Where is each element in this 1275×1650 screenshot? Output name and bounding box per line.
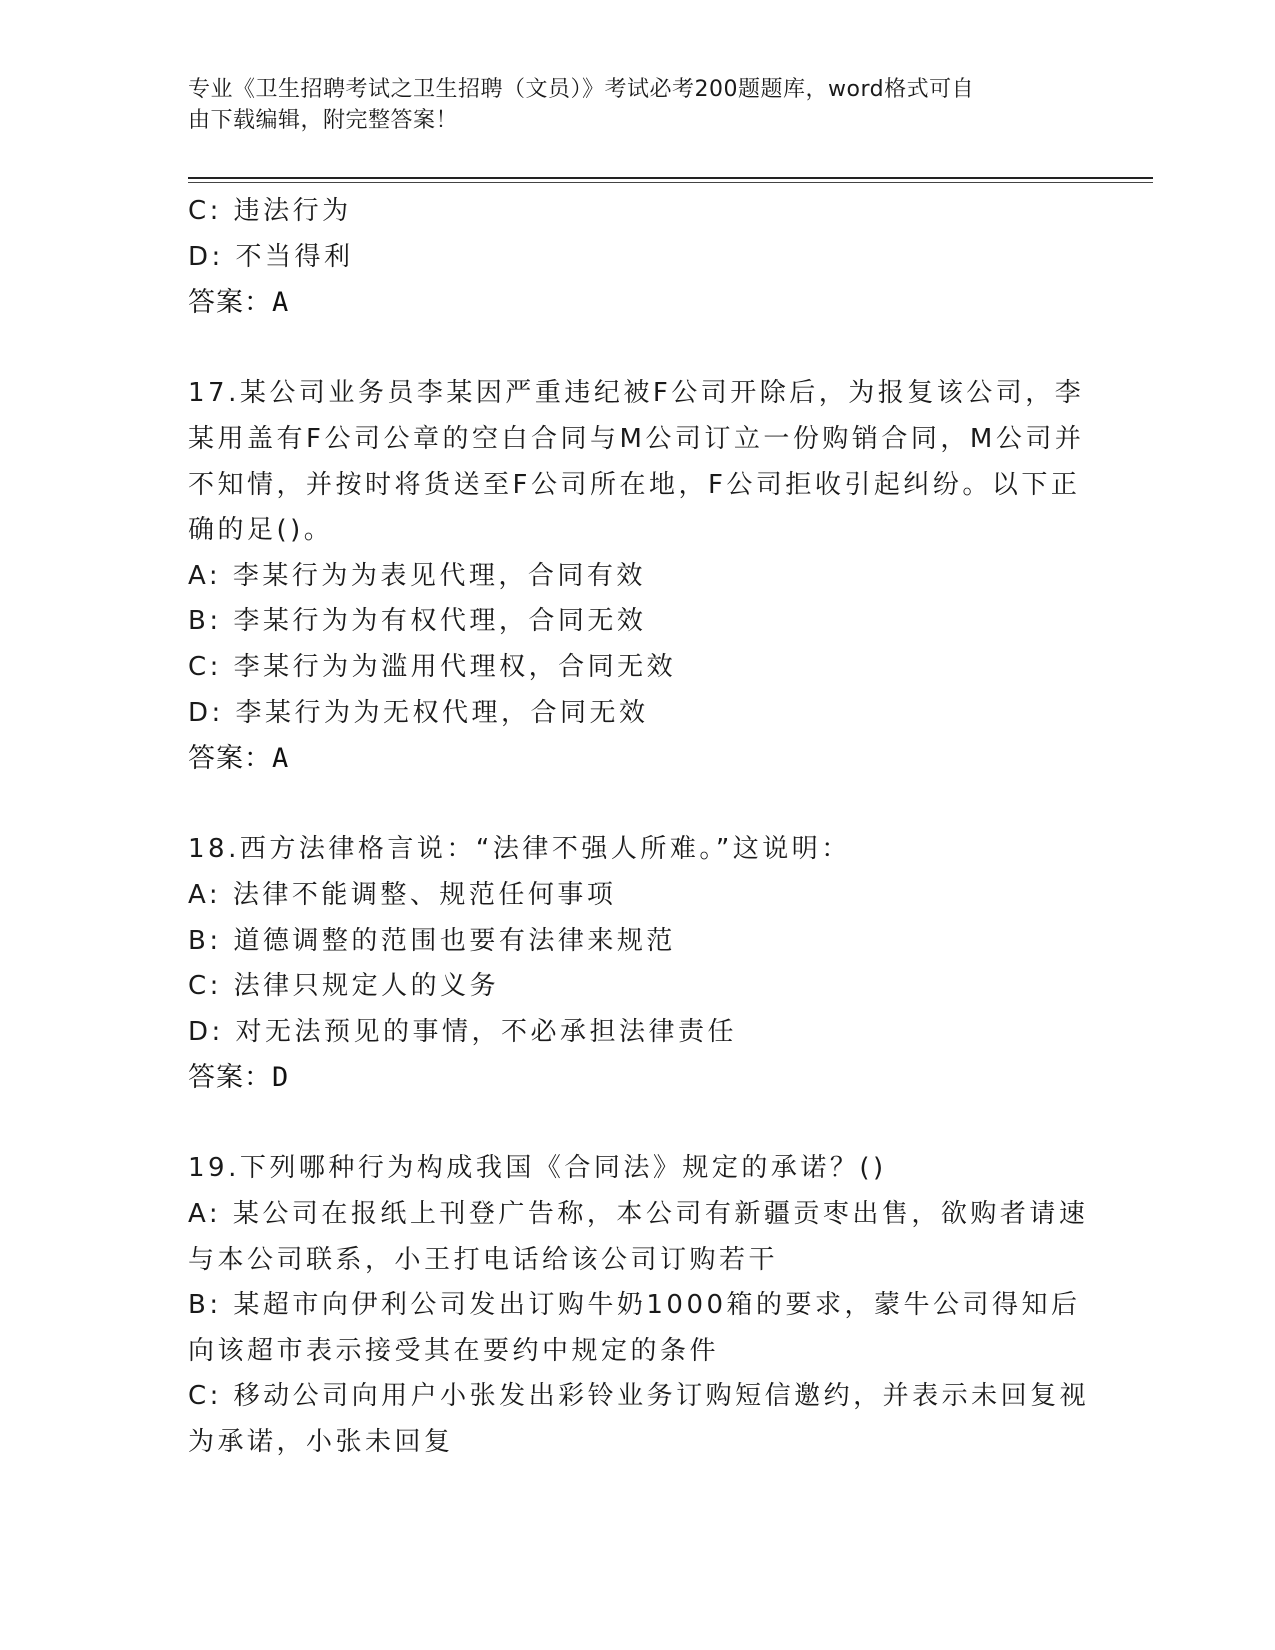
question-16-tail — [188, 189, 1088, 326]
question-stem-line: 19.下列哪种行为构成我国《合同法》规定的承诺？() — [188, 1153, 887, 1184]
header-divider-thin — [188, 182, 1153, 183]
header-line-2: 由下载编辑，附完整答案！ — [188, 108, 459, 133]
option-b: B: 某超市向伊利公司发出订购牛奶1000箱的要求，蒙牛公司得知后 — [188, 1290, 1081, 1321]
spacer — [188, 1101, 1088, 1147]
header-divider-thick — [188, 177, 1153, 179]
question-stem-line: 不知情，并按时将货送至F公司所在地，F公司拒收引起纠纷。以下正 — [188, 469, 1081, 500]
document-body — [188, 189, 1088, 1466]
answer-value: D — [272, 1062, 290, 1094]
question-19 — [188, 1146, 1088, 1465]
question-stem-line: 确的足()。 — [188, 515, 334, 546]
option-c: C: 违法行为 — [188, 196, 352, 226]
document-header — [188, 74, 1068, 136]
answer-value: A — [272, 287, 290, 319]
spacer — [188, 782, 1088, 828]
option-c: C: 李某行为为滥用代理权，合同无效 — [188, 651, 677, 682]
answer-line — [188, 280, 1088, 326]
option-b: B: 李某行为为有权代理，合同无效 — [188, 606, 647, 637]
answer-line — [188, 736, 1088, 782]
option-b: B: 道德调整的范围也要有法律来规范 — [188, 925, 676, 956]
option-b-continued: 向该超市表示接受其在要约中规定的条件 — [188, 1335, 720, 1366]
question-stem-line: 某用盖有F公司公章的空白合同与M公司订立一份购销合同，M公司并 — [188, 423, 1085, 454]
option-a: A: 法律不能调整、规范任何事项 — [188, 879, 617, 910]
header-line-1: 专业《卫生招聘考试之卫生招聘（文员）》考试必考200题题库，word格式可自 — [188, 77, 975, 102]
answer-line — [188, 1055, 1088, 1101]
answer-label: 答案： — [188, 743, 272, 775]
option-c: C: 移动公司向用户小张发出彩铃业务订购短信邀约，并表示未回复视 — [188, 1381, 1090, 1412]
answer-value: A — [272, 743, 290, 775]
answer-label: 答案： — [188, 287, 272, 319]
question-stem-line: 17.某公司业务员李某因严重违纪被F公司开除后，为报复该公司，李 — [188, 378, 1085, 409]
option-d: D: 不当得利 — [188, 241, 354, 272]
spacer — [188, 326, 1088, 372]
option-c: C: 法律只规定人的义务 — [188, 971, 500, 1002]
question-17 — [188, 371, 1088, 781]
question-stem-line: 18.西方法律格言说：“法律不强人所难。”这说明： — [188, 834, 851, 865]
question-18 — [188, 827, 1088, 1101]
option-a-continued: 与本公司联系，小王打电话给该公司订购若干 — [188, 1244, 779, 1275]
option-c-continued: 为承诺，小张未回复 — [188, 1427, 454, 1458]
option-d: D: 对无法预见的事情，不必承担法律责任 — [188, 1016, 738, 1047]
answer-label: 答案： — [188, 1062, 272, 1094]
option-d: D: 李某行为为无权代理，合同无效 — [188, 697, 649, 728]
option-a: A: 李某行为为表见代理，合同有效 — [188, 560, 646, 591]
option-a: A: 某公司在报纸上刊登广告称，本公司有新疆贡枣出售，欲购者请速 — [188, 1199, 1089, 1230]
